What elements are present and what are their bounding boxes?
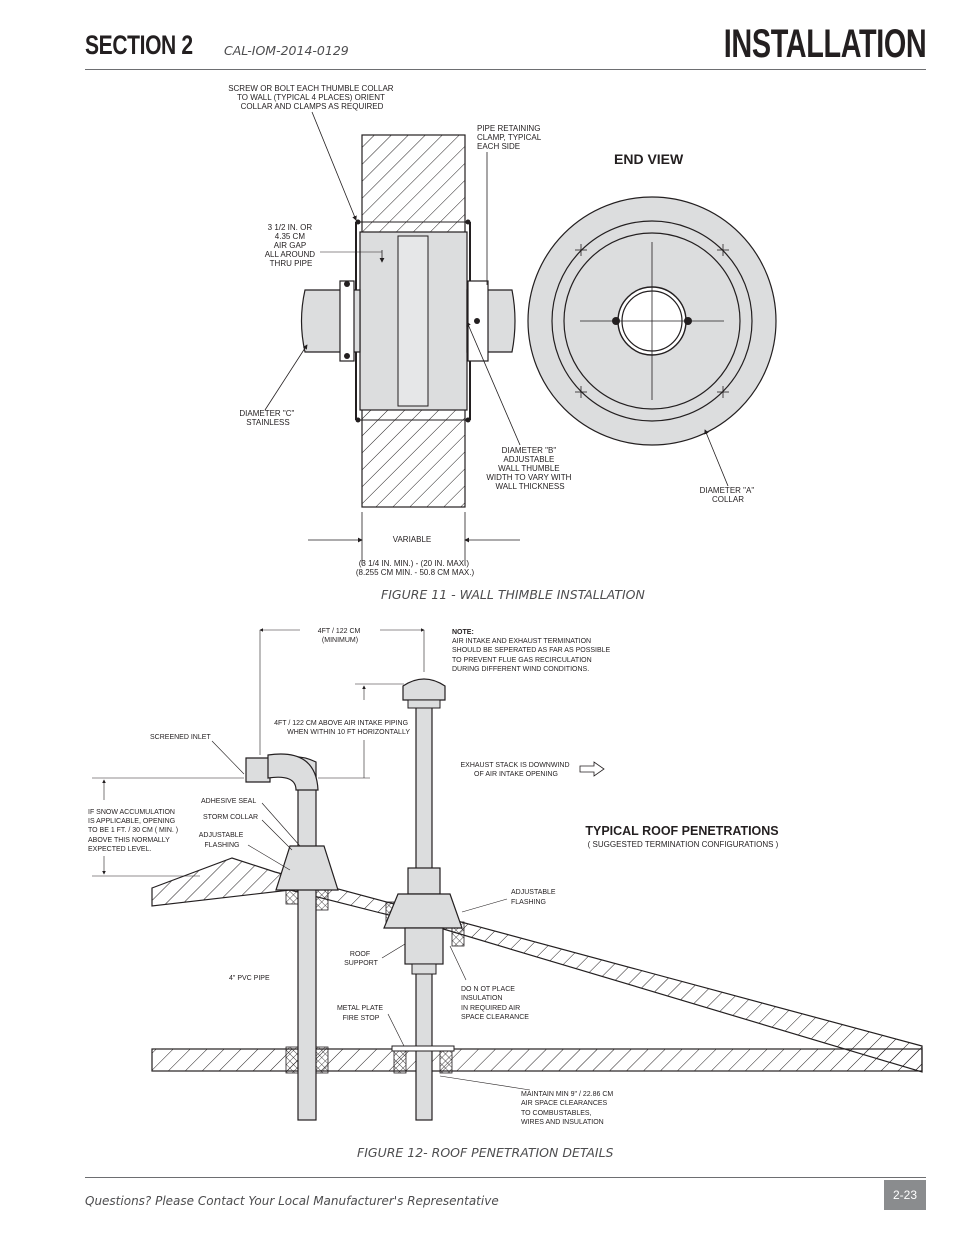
- section-label: SECTION 2: [85, 30, 193, 60]
- diameter-a-label: DIAMETER "A" COLLAR: [699, 486, 755, 504]
- above-intake-label: 4FT / 122 CM ABOVE AIR INTAKE PIPING WHEN WITHIN 10 FT HORIZONTALLY: [274, 720, 410, 736]
- min-distance-label: 4FT / 122 CM (MINIMUM): [317, 628, 361, 644]
- storm-collar-label: STORM COLLAR: [203, 814, 259, 821]
- end-view-title: END VIEW: [614, 151, 684, 167]
- figure-12-roof-penetrations: [88, 628, 922, 1126]
- exhaust-cap: [403, 679, 445, 700]
- figure-11-wall-thimble: [228, 84, 776, 577]
- figure-12-caption: FIGURE 12- ROOF PENETRATION DETAILS: [357, 1145, 614, 1160]
- intake-pipe: [298, 775, 316, 1120]
- separation-note: NOTE: AIR INTAKE AND EXHAUST TERMINATION SHOULD BE SEPERATED AS FAR AS POSSIBLE TO PREVENT FLUE GAS RECIRCULATION DURING DIFFERENT WIND CONDITIONS.: [452, 629, 611, 673]
- diameter-b-label: DIAMETER "B" ADJUSTABLE WALL THUMBLE WIDTH TO VARY WITH WALL THICKNESS: [486, 446, 572, 491]
- exhaust-downwind-label: EXHAUST STACK IS DOWNWIND OF AIR INTAKE OPENING: [460, 762, 570, 778]
- clamp-left: [340, 281, 354, 361]
- insulation-note: DO N OT PLACE INSULATION IN REQUIRED AIR SPACE CLEARANCE: [461, 986, 529, 1021]
- air-gap-label: 3 1/2 IN. OR 4.35 CM AIR GAP ALL AROUND THRU PIPE: [264, 223, 316, 268]
- snow-note: IF SNOW ACCUMULATION IS APPLICABLE, OPENING TO BE 1 FT. / 30 CM ( MIN. ) ABOVE THIS NORMALLY EXPECTED LEVEL.: [88, 809, 179, 853]
- screw-note: SCREW OR BOLT EACH THUMBLE COLLAR TO WALL (TYPICAL 4 PLACES) ORIENT COLLAR AND CLAMPS AS REQUIRED: [228, 84, 394, 111]
- adjustable-flashing-right-label: ADJUSTABLE FLASHING: [511, 889, 556, 906]
- range-label: (3 1/4 IN. MIN.) - (20 IN. MAX.) (8.255 CM MIN. - 50.8 CM MAX.): [355, 559, 475, 577]
- page-title: INSTALLATION: [723, 22, 926, 66]
- end-view: [528, 197, 776, 486]
- fire-stop-label: METAL PLATE FIRE STOP: [336, 1005, 384, 1022]
- clearance-note: MAINTAIN MIN 9" / 22.86 CM AIR SPACE CLEARANCES TO COMBUSTABLES, WIRES AND INSULATION: [521, 1091, 614, 1126]
- adhesive-seal-label: ADHESIVE SEAL: [201, 798, 257, 805]
- adjustable-flashing-left-label: ADJUSTABLE FLASHING: [198, 832, 244, 849]
- roof-penetrations-title: TYPICAL ROOF PENETRATIONS: [585, 824, 779, 838]
- pipe-clamp-label: PIPE RETAINING CLAMP, TYPICAL EACH SIDE: [477, 124, 541, 151]
- page-number-badge: 2-23: [884, 1180, 926, 1210]
- figure-11-caption: FIGURE 11 - WALL THIMBLE INSTALLATION: [381, 587, 645, 602]
- screened-inlet-label: SCREENED INLET: [150, 734, 211, 741]
- ceiling-deck: [152, 1049, 922, 1071]
- roof-penetrations-subtitle: ( SUGGESTED TERMINATION CONFIGURATIONS ): [587, 840, 779, 849]
- roof-support-label: ROOF SUPPORT: [344, 951, 378, 967]
- pvc-pipe-label: 4" PVC PIPE: [229, 975, 270, 982]
- variable-label: VARIABLE: [392, 535, 432, 544]
- diameter-c-label: DIAMETER "C" STAINLESS: [239, 409, 295, 427]
- footer-rule: [85, 1177, 926, 1178]
- document-number: CAL-IOM-2014-0129: [224, 43, 349, 58]
- contact-footer: Questions? Please Contact Your Local Manufacturer's Representative: [85, 1194, 499, 1208]
